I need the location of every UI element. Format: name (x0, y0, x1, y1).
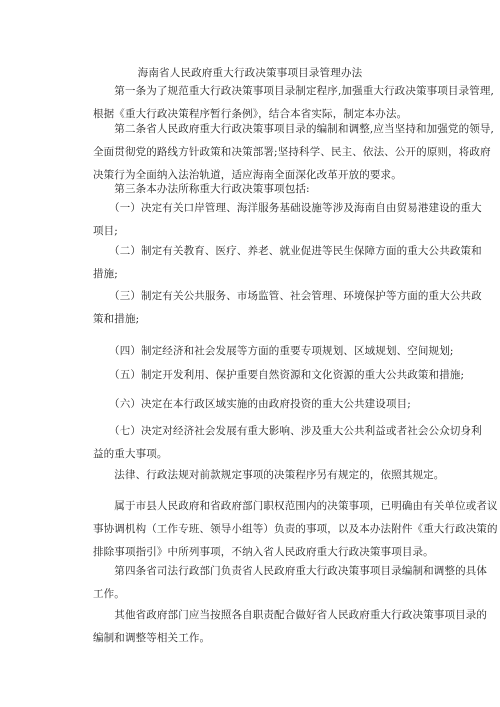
item-4-paragraph (93, 340, 454, 363)
item-7-paragraph (93, 420, 482, 466)
paragraph-line: 属于市县人民政府和省政府部门职权范围内的决策事项，已明确由有关单位或者议 (93, 500, 498, 512)
item-2-paragraph (93, 240, 482, 286)
exclusion-paragraph (93, 495, 498, 564)
paragraph-line: 工作。 (93, 588, 125, 600)
paragraph-line: 第三条本办法所称重大行政决策事项包括: (93, 183, 310, 195)
paragraph-line: 法律、行政法规对前款规定事项的决策程序另有规定的，依照其规定。 (93, 469, 445, 481)
paragraph-line: （二）制定有关教育、医疗、养老、就业促进等民生保障方面的重大公共政策和 (93, 245, 482, 257)
paragraph-line: （五）制定开发利用、保护重要自然资源和文化资源的重大公共政策和措施; (93, 369, 465, 381)
paragraph-line: 根据《重大行政决策程序暂行条例》，结合本省实际，制定本办法。 (93, 108, 408, 120)
paragraph-line: 编制和调整等相关工作。 (93, 632, 211, 644)
paragraph-line: （三）制定有关公共服务、市场监管、社会管理、环境保护等方面的重大公共政 (93, 290, 482, 302)
paragraph-line: 策和措施; (93, 313, 140, 325)
paragraph-line: 事协调机构（工作专班、领导小组等）负责的事项，以及本办法附件《重大行政决策的 (93, 523, 498, 535)
paragraph-line: 益的重大事项。 (93, 448, 168, 460)
paragraph-line: 决策行为全面纳入法治轨道，适应海南全面深化改革开放的要求。 (93, 169, 402, 181)
paragraph-line: （七）决定对经济社会发展有重大影响、涉及重大公共利益或者社会公众切身利 (93, 425, 482, 437)
paragraph-line: 第二条省人民政府重大行政决策事项目录的编制和调整,应当坚持和加强党的领导, (93, 123, 495, 135)
article-4-paragraph (93, 560, 488, 606)
paragraph-line: 第一条为了规范重大行政决策事项目录制定程序,加强重大行政决策事项目录管理, (93, 85, 495, 97)
paragraph-line: （四）制定经济和社会发展等方面的重要专项规划、区域规划、空间规划; (93, 345, 454, 357)
paragraph-line: 项目; (93, 225, 118, 237)
item-1-paragraph (93, 197, 482, 243)
item-6-paragraph (93, 393, 423, 416)
paragraph-line: 排除事项指引》中所列事项，不纳入省人民政府重大行政决策事项目录。 (93, 546, 434, 558)
paragraph-line: 第四条省司法行政部门负责省人民政府重大行政决策事项目录编制和调整的具体 (93, 565, 488, 577)
document-title: 海南省人民政府重大行政决策事项目录管理办法 (137, 67, 363, 79)
paragraph-line: （六）决定在本行政区域实施的由政府投资的重大公共建设项目; (93, 398, 411, 410)
item-3-paragraph (93, 285, 482, 331)
other-departments-paragraph (93, 604, 488, 650)
item-5-paragraph (93, 364, 465, 387)
paragraph-line: 其他省政府部门应当按照各自职责配合做好省人民政府重大行政决策事项目录的 (93, 609, 488, 621)
exception-paragraph (93, 464, 445, 487)
article-2-paragraph (93, 118, 495, 187)
paragraph-line: （一）决定有关口岸管理、海洋服务基础设施等涉及海南自由贸易港建设的重大 (93, 202, 482, 214)
paragraph-line: 措施; (93, 268, 118, 280)
paragraph-line: 全面贯彻党的路线方针政策和决策部署;坚持科学、民主、依法、公开的原则，将政府 (93, 146, 491, 158)
